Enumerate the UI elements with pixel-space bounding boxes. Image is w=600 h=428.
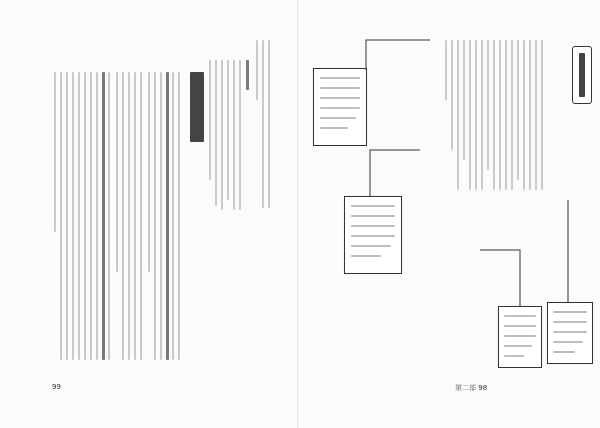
left-page-number: 99 [52, 383, 61, 391]
right-running-head: 第二部 [455, 384, 476, 392]
right-page-number: 98 [478, 384, 488, 392]
connector-2 [370, 150, 420, 196]
connector-3 [480, 250, 520, 306]
connector-1 [366, 40, 430, 70]
